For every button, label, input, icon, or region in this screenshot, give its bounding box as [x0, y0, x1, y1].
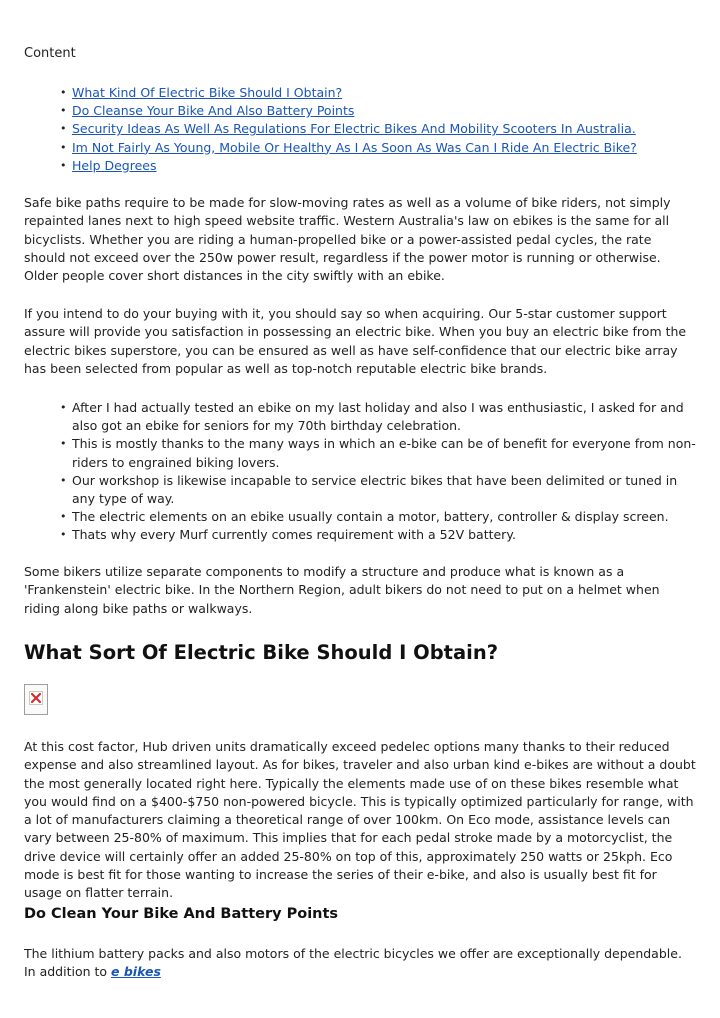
section-heading: What Sort Of Electric Bike Should I Obtain? [24, 641, 499, 664]
e-bikes-link[interactable]: e bikes [111, 964, 161, 980]
contents-label: Content [24, 46, 76, 61]
toc-item [24, 120, 696, 138]
toc-item [24, 157, 696, 175]
toc-item [24, 84, 696, 102]
list-item: • Thats why every Murf currently comes requirement with a 52V battery. [24, 526, 696, 544]
bullet-list [24, 399, 696, 545]
close-icon [29, 691, 43, 705]
paragraph-frankenstein: Some bikers utilize separate components to modify a structure and produce what is known as a 'Frankenstein' electric bike. In the Northern Region, adult bikers do not need to put on a helmet when riding along bike paths or walkways. [24, 564, 660, 616]
paragraph-bike-paths: Safe bike paths require to be made for slow-moving rates as well as a volume of bike riders, not simply repainted lanes next to high speed website traffic. Western Australia's law on ebikes is the same for all bicyclists. Whether you are riding a human-propelled bike or a power-assisted pedal cycles, the rate should not exceed over the 250w power result, regardless if the power motor is running or otherwise. Older people cover short distances in the city swiftly with an ebike. [24, 195, 671, 284]
paragraph-lithium [24, 945, 696, 982]
broken-image-icon [24, 684, 48, 715]
list-item: • Our workshop is likewise incapable to service electric bikes that have been delimited or tuned in any type of way. [24, 472, 696, 508]
toc-link[interactable]: What Kind Of Electric Bike Should I Obtain? [72, 85, 343, 100]
toc-item [24, 139, 696, 157]
table-of-contents [24, 84, 696, 175]
subsection-heading: Do Clean Your Bike And Battery Points [24, 906, 339, 922]
toc-item [24, 102, 696, 120]
paragraph-buying: If you intend to do your buying with it, you should say so when acquiring. Our 5-star customer support assure will provide you satisfaction in possessing an electric bike. When you buy an electric bike from the electric bikes superstore, you can be ensured as well as have self-confidence that our electric bike array has been selected from popular as well as top-notch reputable electric bike brands. [24, 306, 687, 376]
paragraph-text: The lithium battery packs and also motors of the electric bicycles we offer are exceptionally dependable. In addition to [24, 946, 682, 980]
list-item: • After I had actually tested an ebike on my last holiday and also I was enthusiastic, I asked for and also got an ebike for seniors for my 70th birthday celebration. [24, 399, 696, 435]
toc-link[interactable]: Im Not Fairly As Young, Mobile Or Healthy As I As Soon As Was Can I Ride An Electric Bike? [72, 139, 637, 155]
list-item: • The electric elements on an ebike usually contain a motor, battery, controller & display screen. [24, 508, 696, 526]
paragraph-hub-driven: At this cost factor, Hub driven units dramatically exceed pedelec options many thanks to their reduced expense and also streamlined layout. As for bikes, traveler and also urban kind e-bikes are without a doubt the most generally located right here. Typically the elements made use of on these bikes resemble what you would find on a $400-$750 non-powered bicycle. This is typically optimized particularly for range, with a lot of manufacturers claiming a theoretical range of over 100km. On Eco mode, assistance levels can vary between 25-80% of maximum. This implies that for each pedal stroke made by a motorcyclist, the drive device will certainly offer an added 25-80% on top of this, approximately 250 watts or 25kph. Eco mode is best fit for those wanting to increase the series of their e-bike, and also is usually best fit for usage on flatter terrain. [24, 739, 696, 901]
list-item: • This is mostly thanks to the many ways in which an e-bike can be of benefit for everyone from non-riders to engrained biking lovers. [24, 435, 696, 471]
toc-link[interactable]: Do Cleanse Your Bike And Also Battery Points [72, 103, 355, 119]
toc-link[interactable]: Help Degrees [72, 157, 157, 173]
toc-link[interactable]: Security Ideas As Well As Regulations For Electric Bikes And Mobility Scooters In Australia. [72, 121, 636, 137]
